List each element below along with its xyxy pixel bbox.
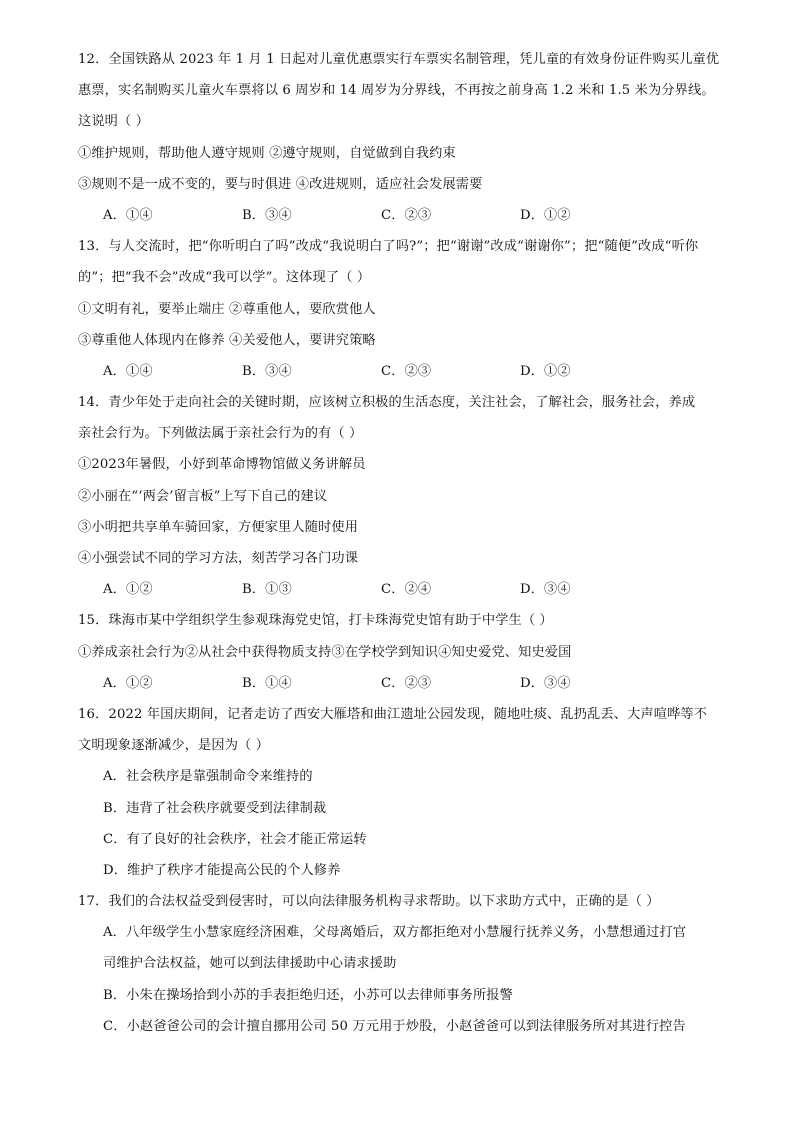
question-14-choice-d: D．③④ xyxy=(520,582,571,598)
question-14-statement-3: ③小明把共享单车骑回家，方便家里人随时使用 xyxy=(78,519,359,535)
question-17-option-a-line-1: A．八年级学生小慧家庭经济困难，父母离婚后，双方都拒绝对小慧履行抚养义务，小慧想通过打官 xyxy=(103,925,687,941)
question-12-stem-line-3: 这说明（ ） xyxy=(78,114,150,130)
question-14-choices xyxy=(78,574,728,605)
question-14-stem-line-1: 14．青少年处于走向社会的关键时期，应该树立积极的生活态度，关注社会，了解社会，服务社会，养成 xyxy=(78,395,696,411)
question-16 xyxy=(78,699,728,886)
question-12 xyxy=(78,44,728,231)
question-17-option-c: C．小赵爸爸公司的会计擅自挪用公司 50 万元用于炒股，小赵爸爸可以到法律服务所对其进行控告 xyxy=(103,1018,686,1034)
question-13-statements-line-1: ①文明有礼，要举止端庄 ②尊重他人，要欣赏他人 xyxy=(78,301,376,317)
question-14-statement-2: ②小丽在“‘两会’留言板”上写下自己的建议 xyxy=(78,488,328,504)
question-15-choices xyxy=(78,668,728,699)
question-14-statement-4: ④小强尝试不同的学习方法，刻苦学习各门功课 xyxy=(78,551,359,566)
question-13 xyxy=(78,231,728,387)
question-17 xyxy=(78,886,728,1042)
question-13-choice-b: B．③④ xyxy=(242,363,292,379)
question-15-choice-b: B．①④ xyxy=(242,675,292,691)
question-15-statements: ①养成亲社会行为②从社会中获得物质支持③在学校学到知识④知史爱党、知史爱国 xyxy=(78,644,572,660)
question-12-choice-c: C．②③ xyxy=(381,207,432,223)
question-12-stem-line-1: 12．全国铁路从 2023 年 1 月 1 日起对儿童优惠票实行车票实名制管理，凭儿童的有效身份证件购买儿童优 xyxy=(78,52,720,67)
question-13-stem-line-2: 的”；把“我不会”改成“我可以学”。这体现了（ ） xyxy=(78,270,371,286)
question-12-choices xyxy=(78,200,728,231)
question-15-choice-a: A．①② xyxy=(103,675,153,691)
exam-page xyxy=(78,44,728,1042)
question-12-stem-line-2: 惠票，实名制购买儿童火车票将以 6 周岁和 14 周岁为分界线，不再按之前身高 1.2 米和 1.5 米为分界线。 xyxy=(78,83,715,99)
question-12-choice-b: B．③④ xyxy=(242,207,292,223)
question-17-option-a-line-2: 司维护合法权益，她可以到法律援助中心请求援助 xyxy=(103,956,397,972)
question-14-choice-c: C．②④ xyxy=(381,582,432,598)
question-12-choice-d: D．①② xyxy=(520,207,571,223)
question-13-stem-line-1: 13．与人交流时，把“你听明白了吗”改成“我说明白了吗?”；把“谢谢”改成“谢谢你”；把“随便”改成“听你 xyxy=(78,239,699,255)
question-15-choice-c: C．②③ xyxy=(381,675,432,691)
question-17-stem-line-1: 17．我们的合法权益受到侵害时，可以向法律服务机构寻求帮助。以下求助方式中，正确的是（ ） xyxy=(78,894,660,910)
question-14-statement-1: ①2023年暑假，小妤到革命博物馆做义务讲解员 xyxy=(78,457,366,473)
question-15-stem-line-1: 15．珠海市某中学组织学生参观珠海党史馆，打卡珠海党史馆有助于中学生（ ） xyxy=(78,613,553,629)
question-14-choice-b: B．①③ xyxy=(242,582,292,598)
question-13-choice-c: C．②③ xyxy=(381,363,432,379)
question-14 xyxy=(78,387,728,605)
question-16-option-a: A．社会秩序是靠强制命令来维持的 xyxy=(103,769,313,785)
question-13-statements-line-2: ③尊重他人体现内在修养 ④关爱他人，要讲究策略 xyxy=(78,332,376,348)
question-13-choice-d: D．①② xyxy=(520,363,571,379)
question-16-option-b: B．违背了社会秩序就要受到法律制裁 xyxy=(103,800,327,816)
question-16-stem-line-1: 16．2022 年国庆期间，记者走访了西安大雁塔和曲江遗址公园发现，随地吐痰、乱扔乱丢、大声喧哗等不 xyxy=(78,706,708,722)
question-14-stem-line-2: 亲社会行为。下列做法属于亲社会行为的有（ ） xyxy=(78,426,363,442)
question-13-choices xyxy=(78,356,728,387)
question-14-choice-a: A．①② xyxy=(103,582,153,598)
question-15 xyxy=(78,605,728,699)
question-16-option-d: D．维护了秩序才能提高公民的个人修养 xyxy=(103,862,341,878)
question-12-statements-line-2: ③规则不是一成不变的，要与时俱进 ④改进规则，适应社会发展需要 xyxy=(78,176,483,192)
question-17-option-b: B．小朱在操场拾到小苏的手表拒绝归还，小苏可以去律师事务所报警 xyxy=(103,987,513,1003)
question-13-choice-a: A．①④ xyxy=(103,363,153,379)
question-16-option-c: C．有了良好的社会秩序，社会才能正常运转 xyxy=(103,831,367,847)
question-16-stem-line-2: 文明现象逐渐减少，是因为（ ） xyxy=(78,738,270,754)
question-12-choice-a: A．①④ xyxy=(103,207,153,223)
question-12-statements-line-1: ①维护规则，帮助他人遵守规则 ②遵守规则，自觉做到自我约束 xyxy=(78,145,456,161)
question-15-choice-d: D．③④ xyxy=(520,675,571,691)
